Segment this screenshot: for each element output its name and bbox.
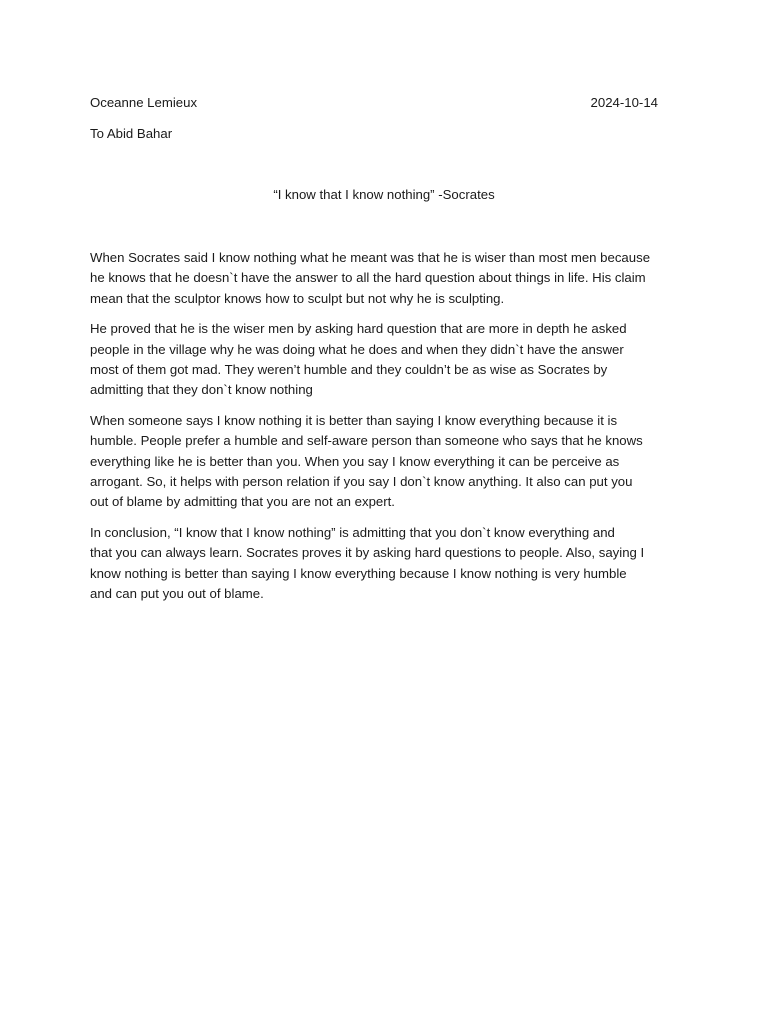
paragraph-line: arrogant. So, it helps with person relation if you say I don`t know anything. It also can put you xyxy=(90,474,633,490)
paragraph-line: and can put you out of blame. xyxy=(90,586,264,602)
paragraph-line: When someone says I know nothing it is better than saying I know everything because it is xyxy=(90,412,618,428)
essay-body xyxy=(90,248,680,615)
paragraph-line: that you can always learn. Socrates proves it by asking hard questions to people. Also, saying I xyxy=(90,545,645,561)
paragraph-line: mean that the sculptor knows how to sculpt but not why he is sculpting. xyxy=(90,290,505,306)
paragraph-line: he knows that he doesn`t have the answer to all the hard question about things in life. His claim xyxy=(90,270,646,286)
paragraph-line: people in the village why he was doing what he does and when they didn`t have the answer xyxy=(90,341,624,357)
paragraph-line: everything like he is better than you. When you say I know everything it can be perceive as xyxy=(90,453,620,469)
paragraph-3 xyxy=(90,411,680,513)
recipient-line: To Abid Bahar xyxy=(90,126,173,141)
paragraph-2 xyxy=(90,319,680,401)
header-row xyxy=(90,94,658,112)
paragraph-line: humble. People prefer a humble and self-aware person than someone who says that he knows xyxy=(90,433,643,449)
paragraph-line: When Socrates said I know nothing what he meant was that he is wiser than most men because xyxy=(90,250,651,265)
paragraph-line: most of them got mad. They weren’t humble and they couldn’t be as wise as Socrates by xyxy=(90,362,608,378)
paragraph-line: know nothing is better than saying I know everything because I know nothing is very humble xyxy=(90,565,627,581)
paragraph-line: He proved that he is the wiser men by asking hard question that are more in depth he asked xyxy=(90,321,627,337)
paragraph-4 xyxy=(90,523,680,605)
author-name: Oceanne Lemieux xyxy=(90,95,198,110)
paragraph-1 xyxy=(90,248,680,309)
paragraph-line: admitting that they don`t know nothing xyxy=(90,382,313,398)
paragraph-line: In conclusion, “I know that I know nothing” is admitting that you don`t know everything and xyxy=(90,524,615,540)
paragraph-line: out of blame by admitting that you are not an expert. xyxy=(90,494,395,510)
essay-title: “I know that I know nothing” -Socrates xyxy=(273,187,495,202)
document-date: 2024-10-14 xyxy=(590,95,658,110)
